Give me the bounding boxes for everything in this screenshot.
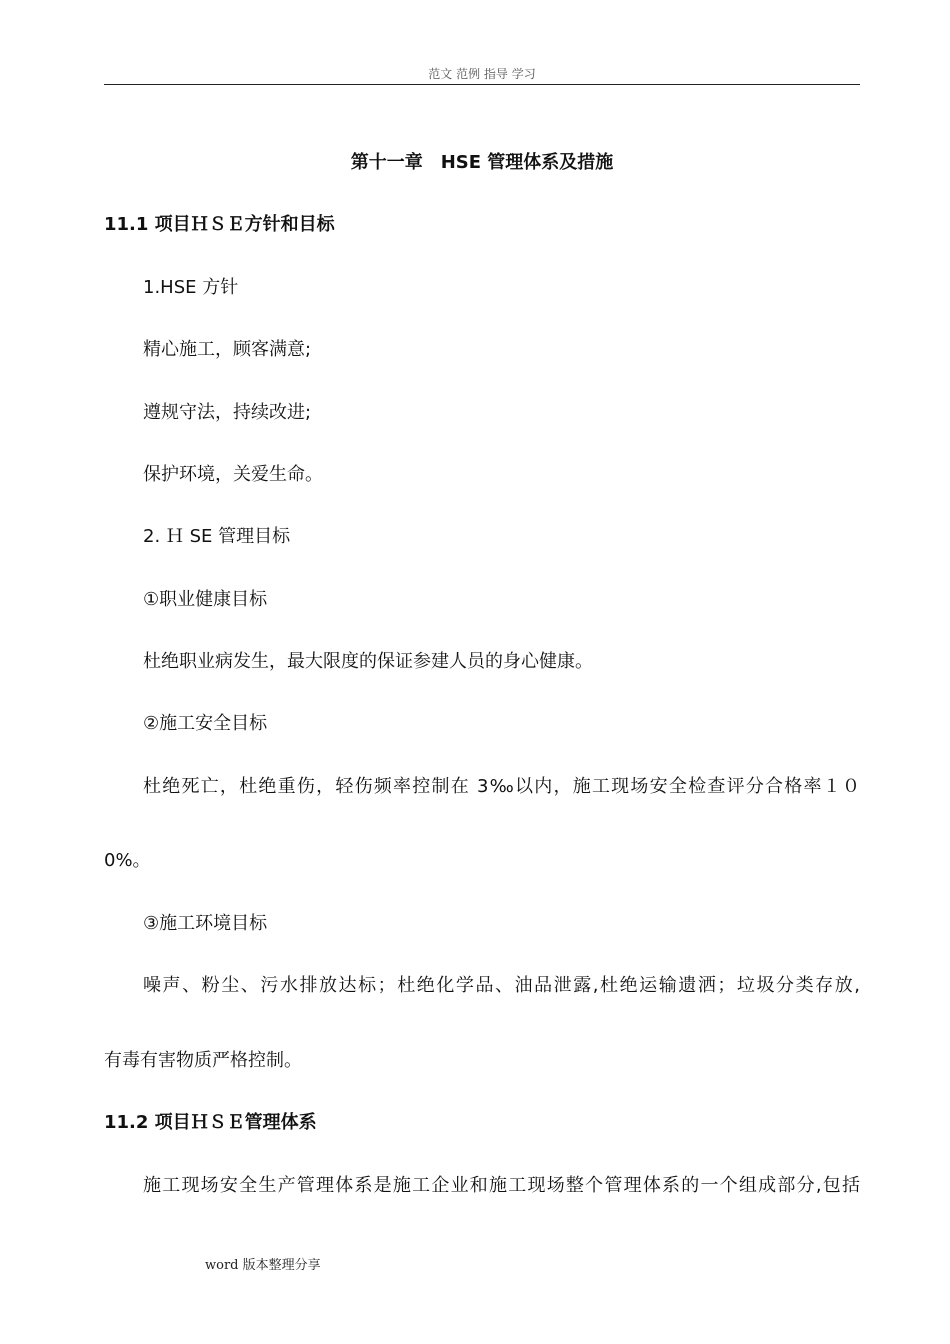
paragraph-policy-3: 保护环境，关爱生命。 xyxy=(143,464,323,485)
paragraph-safety-goal-line-1: 杜绝死亡，杜绝重伤，轻伤频率控制在 3‰以内，施工现场安全检查评分合格率１０ xyxy=(143,776,860,797)
paragraph-environment-goal-heading: ③施工环境目标 xyxy=(143,913,268,934)
paragraph-safety-goal-line-2: 0%。 xyxy=(104,850,151,871)
page-header-text: 范文 范例 指导 学习 xyxy=(428,67,536,81)
paragraph-policy-1: 精心施工，顾客满意; xyxy=(143,339,312,360)
paragraph-hse-goals-heading: 2. Ｈ SE 管理目标 xyxy=(143,526,291,547)
chapter-title: 第十一章 HSE 管理体系及措施 xyxy=(350,152,614,173)
paragraph-safety-goal-heading: ②施工安全目标 xyxy=(143,713,268,734)
paragraph-management-system-line-1: 施工现场安全生产管理体系是施工企业和施工现场整个管理体系的一个组成部分,包括 xyxy=(143,1175,860,1196)
paragraph-policy-2: 遵规守法，持续改进; xyxy=(143,402,312,423)
section-heading-11-2: 11.2 项目ＨＳＥ管理体系 xyxy=(104,1112,317,1133)
section-heading-11-1: 11.1 项目ＨＳＥ方针和目标 xyxy=(104,214,335,235)
page-footer: word 版本整理分享 xyxy=(205,1258,321,1273)
paragraph-environment-goal-line-2: 有毒有害物质严格控制。 xyxy=(104,1050,302,1071)
paragraph-health-goal-heading: ①职业健康目标 xyxy=(143,589,268,610)
page-header xyxy=(104,66,860,85)
paragraph-environment-goal-line-1: 噪声、粉尘、污水排放达标；杜绝化学品、油品泄露,杜绝运输遗洒；垃圾分类存放, xyxy=(143,975,860,996)
paragraph-hse-policy-heading: 1.HSE 方针 xyxy=(143,277,239,298)
paragraph-health-goal: 杜绝职业病发生，最大限度的保证参建人员的身心健康。 xyxy=(143,651,593,672)
